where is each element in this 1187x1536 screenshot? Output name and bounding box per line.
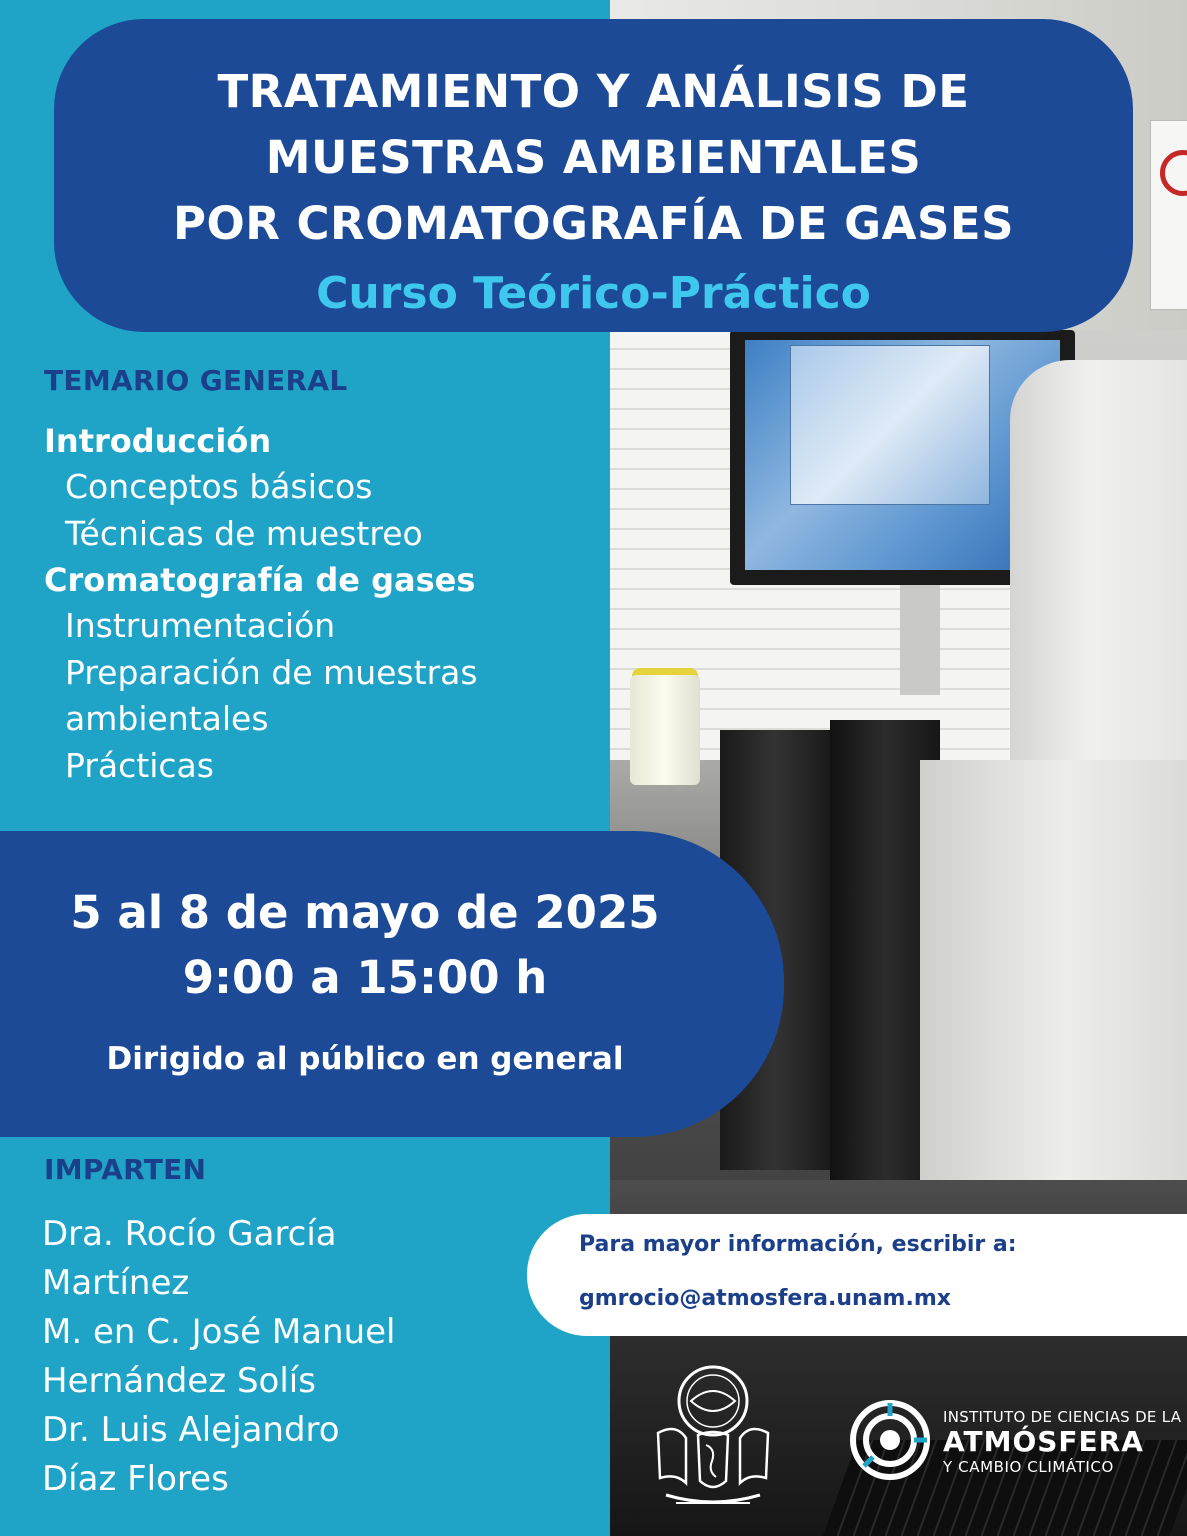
topic-heading: Cromatografía de gases (44, 561, 476, 599)
photo-sign (1150, 120, 1187, 310)
contact-label: Para mayor información, escribir a: (579, 1232, 1017, 1257)
institute-name-top: INSTITUTO DE CIENCIAS DE LA (943, 1408, 1182, 1426)
topic-item: ambientales (65, 699, 269, 738)
instructor-line: Díaz Flores (42, 1459, 229, 1499)
course-dates: 5 al 8 de mayo de 2025 (70, 886, 660, 939)
topic-item: Técnicas de muestreo (65, 513, 423, 553)
photo-monitor-stand (900, 585, 940, 695)
syllabus-list (44, 418, 604, 789)
topic-item: Preparación de muestras (65, 652, 478, 692)
syllabus-heading: TEMARIO GENERAL (44, 364, 348, 397)
instructor-line: M. en C. José Manuel (42, 1312, 396, 1352)
photo-gas-chromatograph (1010, 360, 1187, 780)
title-banner (54, 19, 1133, 332)
date-banner (0, 831, 784, 1137)
instructor-line: Martínez (42, 1263, 190, 1303)
title-line-1: TRATAMIENTO Y ANÁLISIS DE (217, 65, 970, 118)
icaycc-emblem-icon (850, 1400, 930, 1480)
institute-name-main: ATMÓSFERA (943, 1425, 1144, 1458)
topic-item: Conceptos básicos (65, 467, 373, 506)
instructor-line: Dr. Luis Alejandro (42, 1410, 340, 1450)
instructor-line: Dra. Rocío García (42, 1214, 337, 1254)
instructors-heading: IMPARTEN (44, 1153, 207, 1186)
instructors-list (42, 1210, 602, 1504)
title-line-3: POR CROMATOGRAFÍA DE GASES (172, 197, 1015, 250)
topic-item: Instrumentación (65, 606, 336, 645)
unam-seal-icon (646, 1363, 781, 1513)
institute-name (943, 1408, 1181, 1476)
instructor-line: Hernández Solís (42, 1361, 316, 1401)
contact-email-link[interactable]: gmrocio@atmosfera.unam.mx (579, 1286, 951, 1311)
course-subtitle: Curso Teórico-Práctico (316, 268, 871, 319)
topic-item: Prácticas (65, 745, 214, 785)
title-line-2: MUESTRAS AMBIENTALES (265, 131, 922, 184)
photo-bottle (630, 675, 700, 785)
course-time: 9:00 a 15:00 h (182, 951, 548, 1004)
audience-text: Dirigido al público en general (106, 1041, 624, 1077)
contact-box (527, 1214, 1187, 1336)
institute-name-bottom: Y CAMBIO CLIMÁTICO (943, 1458, 1114, 1476)
photo-screen-window (790, 345, 990, 505)
topic-heading: Introducción (44, 422, 272, 460)
